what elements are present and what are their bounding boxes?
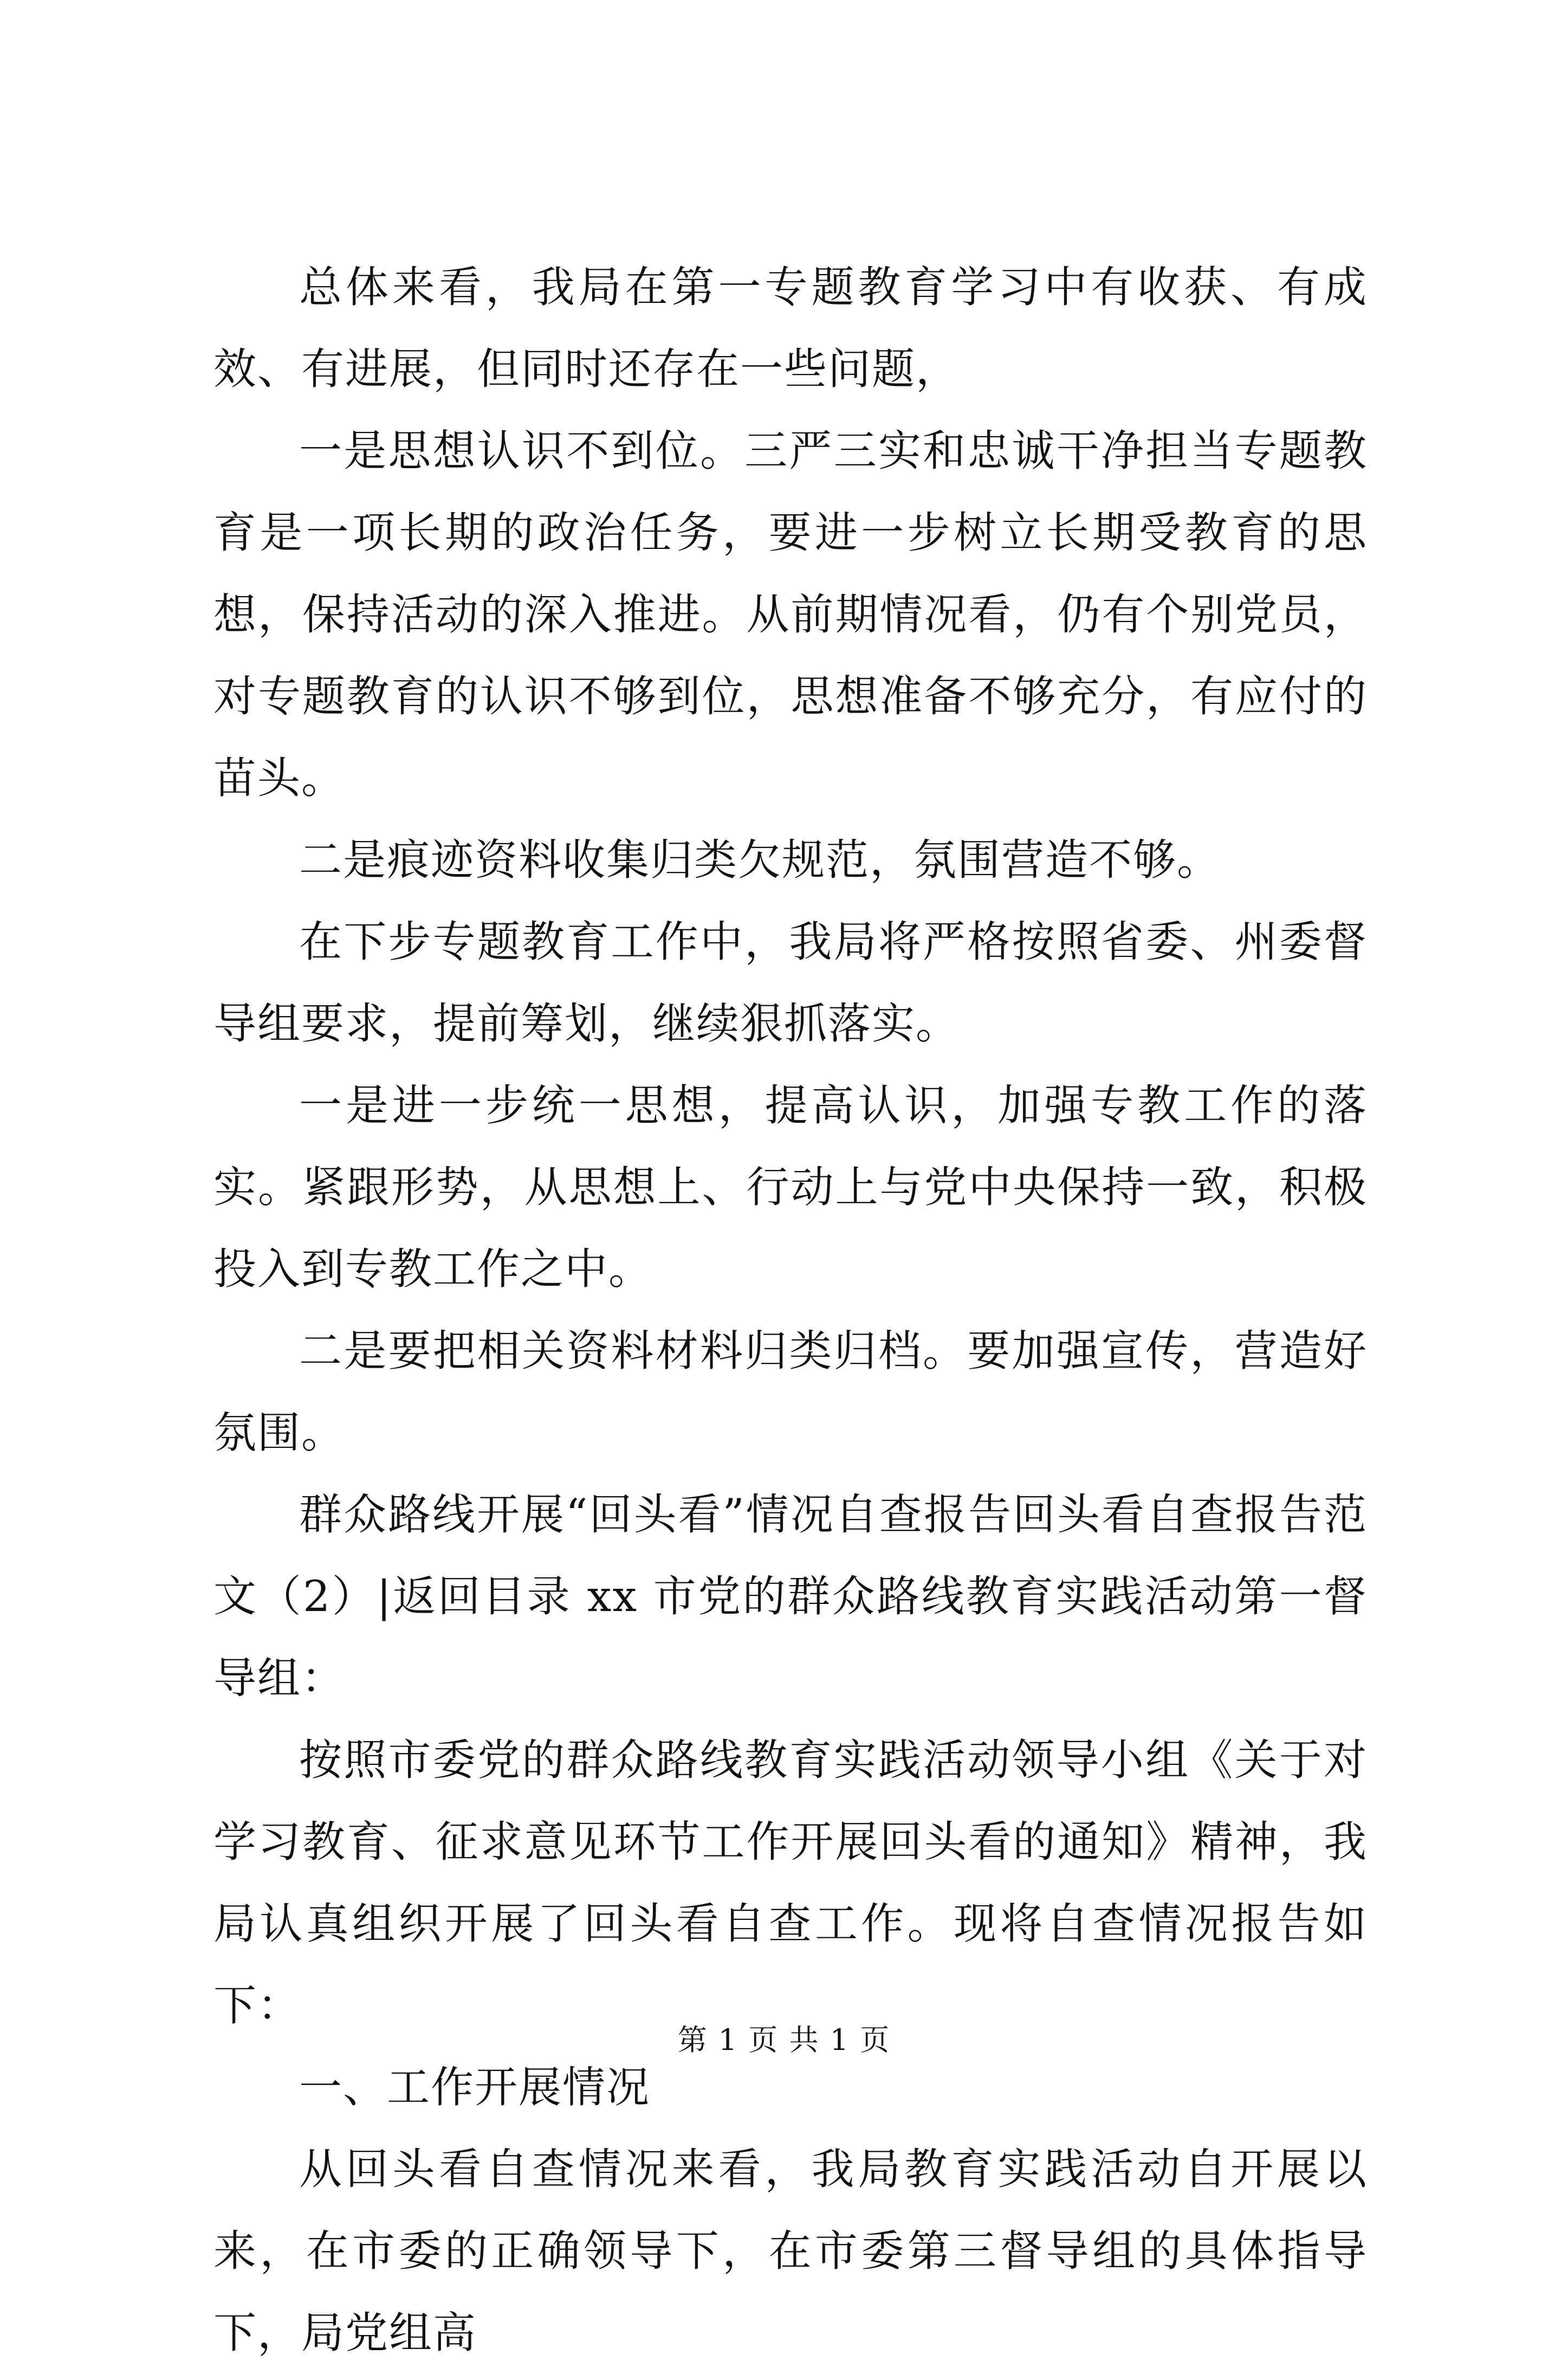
paragraph-9: 从回头看自查情况来看，我局教育实践活动自开展以来，在市委的正确领导下，在市委第三督导组的具体指导下，局党组高	[213, 2144, 1368, 2358]
paragraph-4: 在下步专题教育工作中，我局将严格按照省委、州委督导组要求，提前筹划，继续狠抓落实。	[213, 917, 1368, 1049]
paragraph-7: 群众路线开展“回头看”情况自查报告回头看自查报告范文（2）|返回目录 xx 市党的群众路线教育实践活动第一督导组：	[213, 1490, 1368, 1703]
paragraph-2: 一是思想认识不到位。三严三实和忠诚干净担当专题教育是一项长期的政治任务，要进一步树立长期受教育的思想，保持活动的深入推进。从前期情况看，仍有个别党员，对专题教育的认识不够到位，思想准备不够充分，有应付的苗头。	[213, 426, 1368, 803]
paragraph-1: 总体来看，我局在第一专题教育学习中有收获、有成效、有进展，但同时还存在一些问题，	[213, 262, 1368, 394]
section-heading: 一、工作开展情况	[299, 2062, 650, 2112]
paragraph-3: 二是痕迹资料收集归类欠规范，氛围营造不够。	[299, 835, 1221, 885]
paragraph-6: 二是要把相关资料材料归类归档。要加强宣传，营造好氛围。	[213, 1326, 1368, 1458]
paragraph-5: 一是进一步统一思想，提高认识，加强专教工作的落实。紧跟形势，从思想上、行动上与党中央保持一致，积极投入到专教工作之中。	[213, 1081, 1368, 1294]
page-number-footer: 第 1 页 共 1 页	[677, 2023, 891, 2057]
paragraph-8: 按照市委党的群众路线教育实践活动领导小组《关于对学习教育、征求意见环节工作开展回头看的通知》精神，我局认真组织开展了回头看自查工作。现将自查情况报告如下：	[213, 1735, 1368, 2030]
